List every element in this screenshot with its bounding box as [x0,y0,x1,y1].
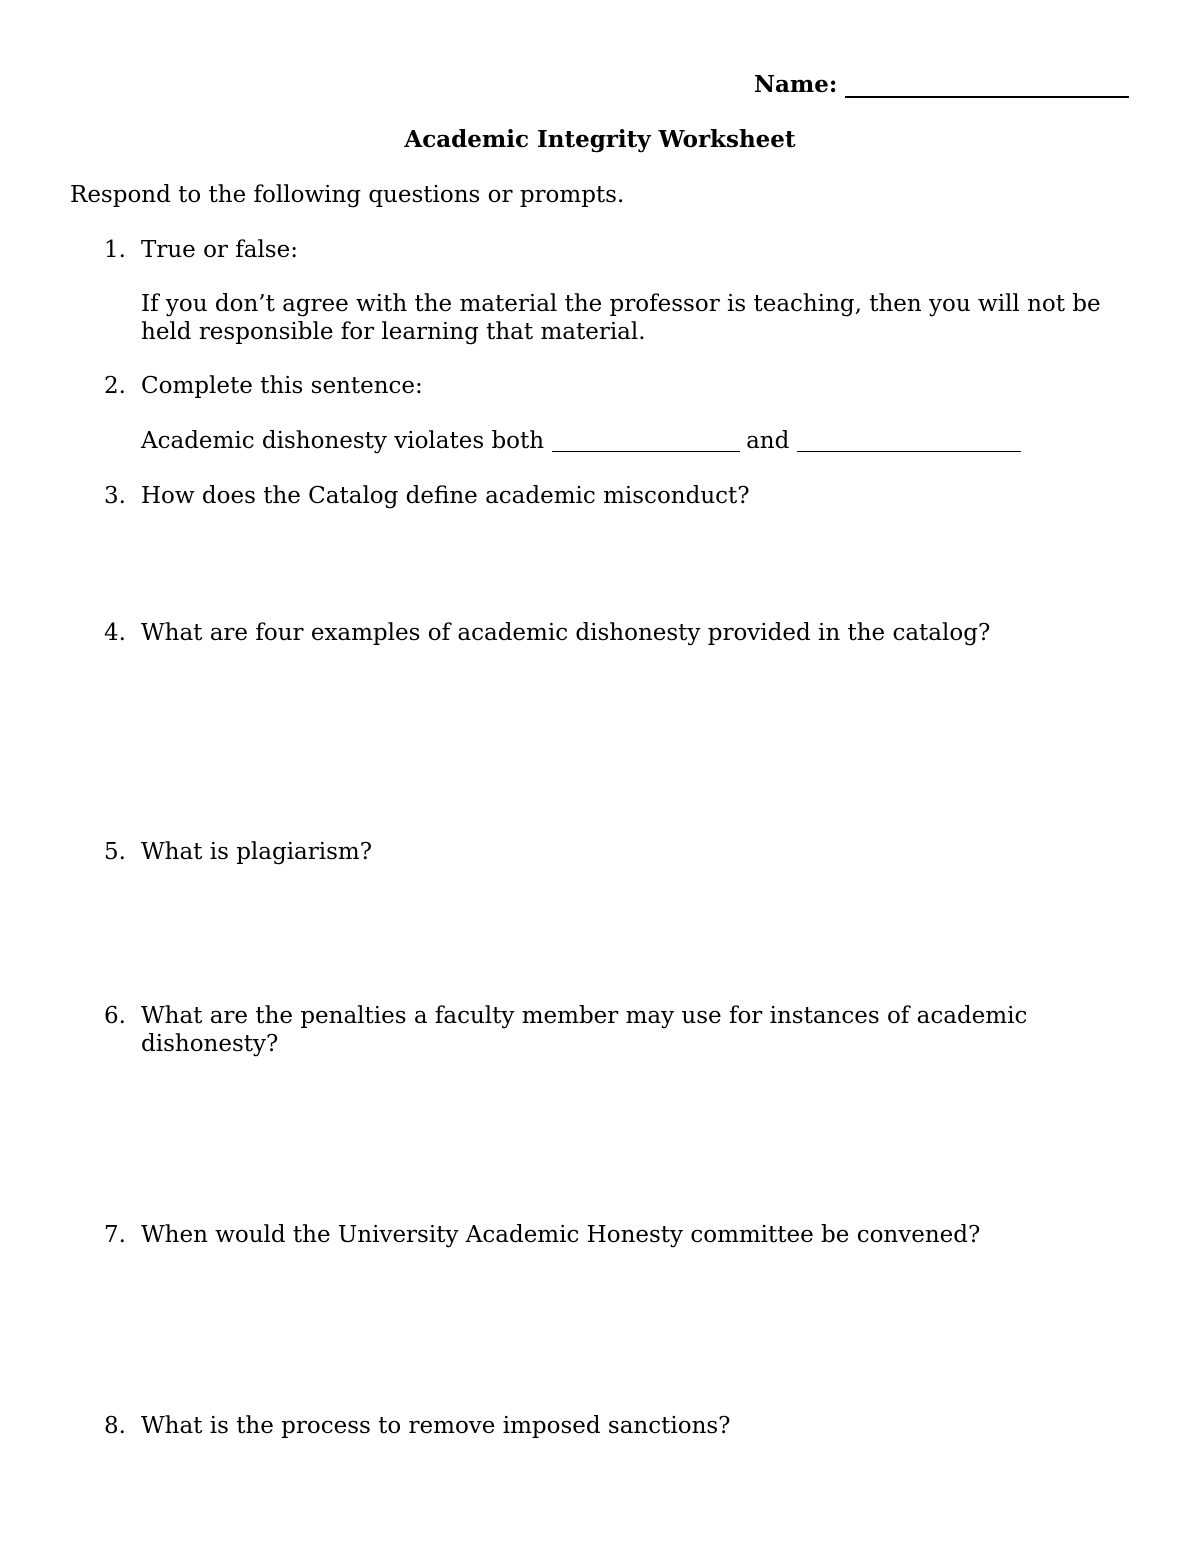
question-number: 7. [104,1222,126,1248]
question-number: 6. [104,1003,126,1029]
instructions: Respond to the following questions or prompts. [70,182,625,208]
question-2 [104,372,1144,400]
question-text: What is the process to remove imposed sanctions? [141,1413,731,1439]
q2-sentence [141,427,1141,455]
q2-sentence-prefix: Academic dishonesty violates both [141,428,545,454]
question-number: 3. [104,483,126,509]
question-8 [104,1412,1144,1440]
question-7 [104,1221,1144,1249]
question-1 [104,236,1144,264]
question-6 [104,1002,1144,1058]
question-3 [104,482,1144,510]
name-label: Name: [754,71,838,98]
question-text: What are four examples of academic dishonesty provided in the catalog? [141,620,991,646]
question-number: 1. [104,237,126,263]
question-5 [104,838,1144,866]
name-blank-line[interactable] [845,74,1129,98]
name-field [754,71,1129,99]
q2-blank-2[interactable] [797,429,1021,452]
question-number: 2. [104,373,126,399]
question-text: What is plagiarism? [141,839,373,865]
question-4 [104,619,1144,647]
question-text: What are the penalties a faculty member may use for instances of academic dishonesty? [141,1003,1028,1057]
question-text: Complete this sentence: [141,373,423,399]
q2-sentence-conjunction: and [746,428,790,454]
question-text: When would the University Academic Honesty committee be convened? [141,1222,981,1248]
question-text: True or false: [141,237,298,263]
q2-blank-1[interactable] [552,429,740,452]
question-number: 4. [104,620,126,646]
question-number: 5. [104,839,126,865]
question-number: 8. [104,1413,126,1439]
q1-statement: If you don’t agree with the material the professor is teaching, then you will not be held responsible for learning that material. [141,291,1101,345]
question-text: How does the Catalog define academic misconduct? [141,483,750,509]
worksheet-title: Academic Integrity Worksheet [404,126,796,153]
